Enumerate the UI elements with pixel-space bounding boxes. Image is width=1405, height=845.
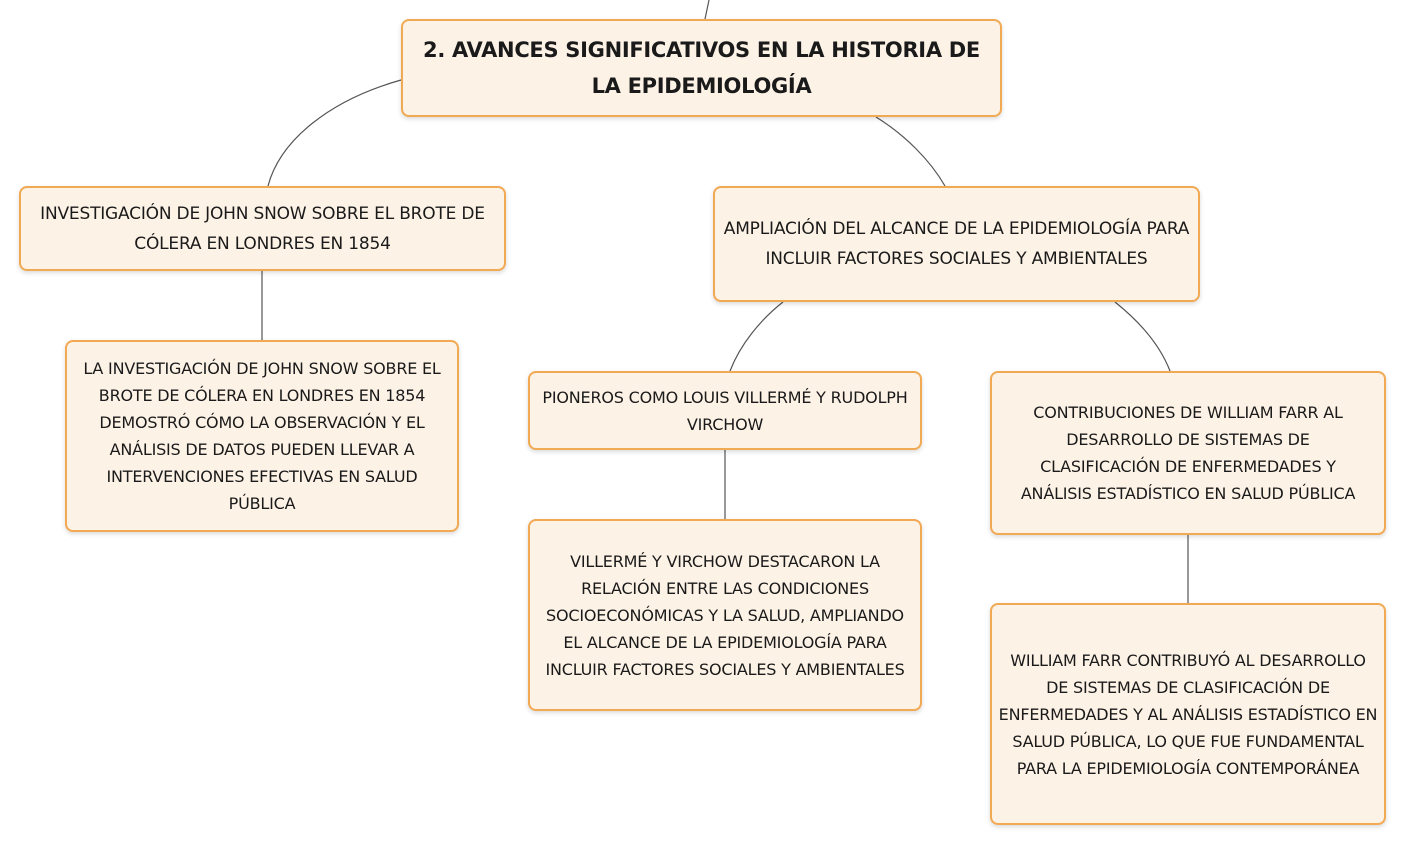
connector-root-to-ampliacion <box>876 117 945 186</box>
root-title: 2. AVANCES SIGNIFICATIVOS EN LA HISTORIA DE LA EPIDEMIOLOGÍA <box>423 38 980 98</box>
root-node[interactable] <box>401 19 1002 117</box>
ampliacion-branch-node[interactable] <box>713 186 1200 302</box>
farr-detail-text: WILLIAM FARR CONTRIBUYÓ AL DESARROLLO DE SISTEMAS DE CLASIFICACIÓN DE ENFERMEDADES Y AL ANÁLISIS ESTADÍSTICO EN SALUD PÚBLICA, LO QUE FUE FUNDAMENTAL PARA LA EPIDEMIOLOGÍA CONTEMPORÁNEA <box>998 650 1378 778</box>
pioneros-node[interactable] <box>528 371 922 450</box>
farr-node[interactable] <box>990 371 1386 535</box>
pioneros-detail-node[interactable] <box>528 519 922 711</box>
snow-detail-text: LA INVESTIGACIÓN DE JOHN SNOW SOBRE EL BROTE DE CÓLERA EN LONDRES EN 1854 DEMOSTRÓ CÓMO LA OBSERVACIÓN Y EL ANÁLISIS DE DATOS PUEDEN LLEVAR A INTERVENCIONES EFECTIVAS EN SALUD PÚBLICA <box>83 359 441 513</box>
farr-detail-node[interactable] <box>990 603 1386 825</box>
connector-incoming-root <box>705 0 709 19</box>
connector-ampliacion-to-farr <box>1115 302 1170 371</box>
ampliacion-branch-label: AMPLIACIÓN DEL ALCANCE DE LA EPIDEMIOLOGÍA PARA INCLUIR FACTORES SOCIALES Y AMBIENTALES <box>723 219 1190 269</box>
farr-label: CONTRIBUCIONES DE WILLIAM FARR AL DESARROLLO DE SISTEMAS DE CLASIFICACIÓN DE ENFERMEDADES Y ANÁLISIS ESTADÍSTICO EN SALUD PÚBLICA <box>1020 403 1356 503</box>
connector-root-to-snow <box>268 80 401 186</box>
snow-branch-label: INVESTIGACIÓN DE JOHN SNOW SOBRE EL BROTE DE CÓLERA EN LONDRES EN 1854 <box>40 203 485 254</box>
pioneros-label: PIONEROS COMO LOUIS VILLERMÉ Y RUDOLPH VIRCHOW <box>542 387 908 434</box>
connector-ampliacion-to-pioneros <box>730 302 783 371</box>
snow-branch-node[interactable] <box>19 186 506 271</box>
pioneros-detail-text: VILLERMÉ Y VIRCHOW DESTACARON LA RELACIÓN ENTRE LAS CONDICIONES SOCIOECONÓMICAS Y LA SALUD, AMPLIANDO EL ALCANCE DE LA EPIDEMIOLOGÍA PARA INCLUIR FACTORES SOCIALES Y AMBIENTALES <box>545 551 905 679</box>
snow-detail-node[interactable] <box>65 340 459 532</box>
